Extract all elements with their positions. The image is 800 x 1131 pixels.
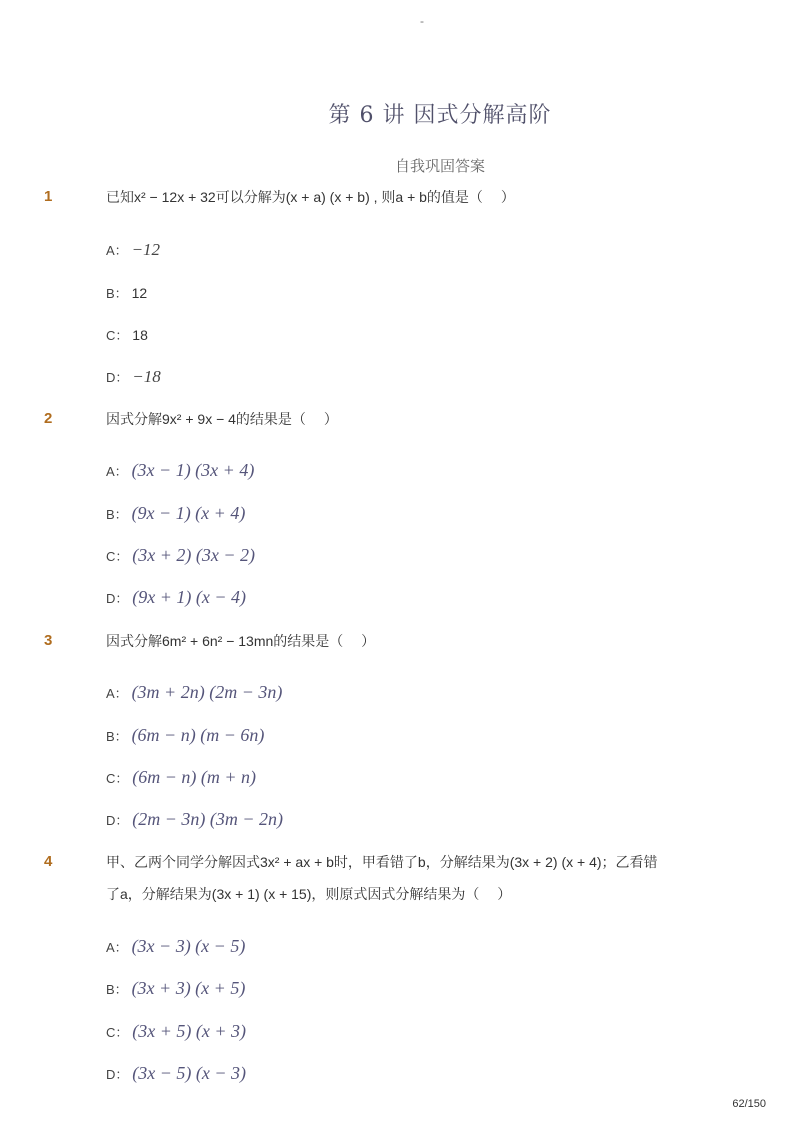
option-label: D： (106, 370, 129, 385)
option-value: (6m − n) (m + n) (132, 767, 257, 787)
option-c[interactable] (106, 767, 256, 788)
option-value: −18 (132, 367, 161, 386)
option-a[interactable] (106, 936, 245, 957)
option-c[interactable] (106, 1021, 246, 1042)
option-label: D： (106, 1067, 129, 1082)
option-label: B： (106, 729, 128, 744)
option-d[interactable] (106, 587, 246, 608)
option-d[interactable] (106, 1063, 246, 1084)
option-value: (3m + 2n) (2m − 3n) (131, 682, 283, 702)
option-value: (9x + 1) (x − 4) (132, 587, 247, 607)
option-label: C： (106, 771, 129, 786)
option-label: D： (106, 591, 129, 606)
option-label: A： (106, 464, 128, 479)
option-value: (3x − 5) (x − 3) (132, 1063, 247, 1083)
option-value: −12 (131, 240, 161, 259)
question-stem-line1: 甲、乙两个同学分解因式3x² + ax + b时，甲看错了b，分解结果为(3x + 2) (x + 4)；乙看错 (106, 854, 658, 870)
header-dash: - (420, 14, 424, 28)
option-label: A： (106, 940, 128, 955)
question-stem: 因式分解9x² + 9x − 4的结果是（ ） (106, 411, 338, 427)
option-d[interactable] (106, 809, 283, 830)
option-b[interactable] (106, 503, 245, 524)
option-label: B： (106, 286, 128, 301)
option-value: (3x + 5) (x + 3) (132, 1021, 247, 1041)
option-c[interactable] (106, 325, 148, 344)
option-a[interactable] (106, 240, 160, 260)
option-value: (3x − 3) (x − 5) (131, 936, 246, 956)
page-subtitle: 自我巩固答案 (394, 157, 485, 175)
option-value: (3x − 1) (3x + 4) (131, 460, 255, 480)
question-stem: 因式分解6m² + 6n² − 13mn的结果是（ ） (106, 633, 376, 649)
option-value: (9x − 1) (x + 4) (131, 503, 246, 523)
option-label: B： (106, 982, 128, 997)
option-value: (3x + 3) (x + 5) (131, 978, 246, 998)
question-number: 4 (44, 853, 53, 870)
question-number: 2 (44, 410, 53, 427)
option-label: A： (106, 243, 128, 258)
option-a[interactable] (106, 682, 282, 703)
page-title: 第 6 讲 因式分解高阶 (328, 103, 552, 128)
question-number: 3 (44, 632, 53, 649)
option-b[interactable] (106, 978, 245, 999)
option-d[interactable] (106, 367, 161, 387)
option-label: C： (106, 549, 129, 564)
question-number: 1 (44, 188, 53, 205)
option-b[interactable] (106, 725, 264, 746)
page-number: 62/150 (732, 1098, 766, 1110)
option-value: (3x + 2) (3x − 2) (132, 545, 256, 565)
question-stem: 已知x² − 12x + 32可以分解为(x + a) (x + b) , 则a + b的值是（ ） (106, 189, 515, 205)
option-value: (2m − 3n) (3m − 2n) (132, 809, 284, 829)
question-stem-line2: 了a，分解结果为(3x + 1) (x + 15)，则原式因式分解结果为（ ） (106, 886, 512, 902)
option-value: 18 (132, 327, 148, 343)
option-value: 12 (131, 285, 148, 301)
option-label: C： (106, 328, 129, 343)
option-label: C： (106, 1025, 129, 1040)
option-label: B： (106, 507, 128, 522)
option-c[interactable] (106, 545, 255, 566)
option-b[interactable] (106, 283, 147, 302)
option-label: A： (106, 686, 128, 701)
option-a[interactable] (106, 460, 254, 481)
option-label: D： (106, 813, 129, 828)
option-value: (6m − n) (m − 6n) (131, 725, 265, 745)
